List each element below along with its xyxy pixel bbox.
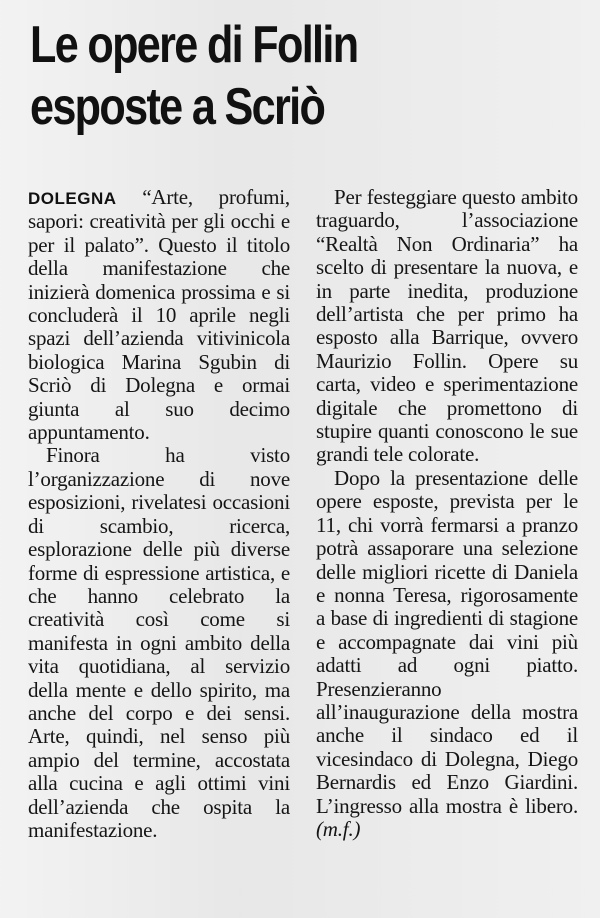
headline-line-1: Le opere di Follin <box>30 16 358 74</box>
dateline: DOLEGNA <box>28 189 117 208</box>
paragraph-2: Finora ha visto l’organizzazione di nove esposizioni, rivelatesi occasioni di scambio, ricerca, esplorazione delle più diverse forme di espressione artistica, e che hanno celebrato la creatività così come si manifesta in ogni ambito della vita quotidiana, al servizio della mente e dello spirito, ma anche del corpo e dei sensi. Arte, quindi, nel senso più ampio del termine, accostata alla cucina e agli ottimi vini dell’azienda che ospita la manifestazione. <box>28 443 290 842</box>
paragraph-1 <box>28 186 290 444</box>
column-divider <box>296 190 297 890</box>
paragraph-4 <box>316 467 578 842</box>
headline-line-2: esposte a Scriò <box>30 78 325 136</box>
paragraph-3: Per festeggiare questo ambito traguardo, l’associazione “Realtà Non Ordinaria” ha scelto di presentare la nuova, e in parte inedita, produzione dell’artista che per primo ha esposto alla Barrique, ovvero Maurizio Follin. Opere su carta, video e sperimentazione digitale che promettono di stupire quanti conoscono le sue grandi tele colorate. <box>316 185 578 467</box>
headline <box>30 14 379 138</box>
paragraph-1-text: “Arte, profumi, sapori: creatività per gli occhi e per il palato”. Questo il titolo della manifestazione che inizierà domenica prossima e si concluderà il 10 aprile negli spazi dell’azienda vitivinicola biologica Marina Sgubin di Scriò di Dolegna e ormai giunta al suo decimo appuntamento. <box>28 185 290 445</box>
article-column-left <box>28 186 290 842</box>
author-signature: (m.f.) <box>316 816 361 841</box>
article-column-right <box>316 186 578 841</box>
paragraph-4-text: Dopo la presentazione delle opere esposte, prevista per le 11, chi vorrà fermarsi a pranzo potrà assaporare una selezione delle migliori ricette di Daniela e nonna Teresa, rigorosamente a base di ingredienti di stagione e accompagnate dai vini più adatti ad ogni piatto. Presenzieranno all’inaugurazione della mostra anche il sindaco ed il vicesindaco di Dolegna, Diego Bernardis ed Enzo Giardini. L’ingresso alla mostra è libero. <box>316 465 578 818</box>
